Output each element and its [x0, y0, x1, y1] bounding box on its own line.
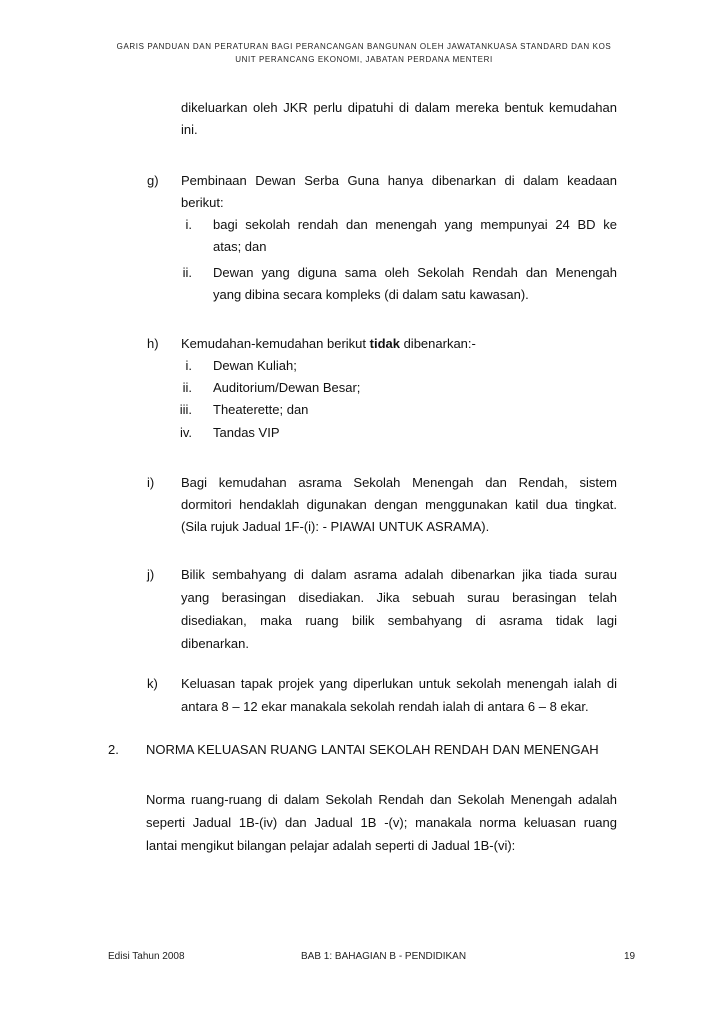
item-g-sub1-num: i.	[185, 217, 192, 232]
item-h-text-after: dibenarkan:-	[399, 336, 476, 351]
item-g-sub1-line2: atas; dan	[213, 239, 267, 254]
item-h-text-bold: tidak	[369, 336, 400, 351]
item-i-label: i)	[147, 475, 155, 490]
section-2-title: NORMA KELUASAN RUANG LANTAI SEKOLAH RENDAH DAN MENENGAH	[146, 742, 599, 757]
item-g-sub2-line1: Dewan yang diguna sama oleh Sekolah Rendah dan Menengah	[213, 265, 617, 280]
item-k-line2: antara 8 – 12 ekar manakala sekolah rendah ialah di antara 6 – 8 ekar.	[181, 699, 589, 714]
item-i-line2: dormitori hendaklah digunakan dengan menggunakan katil dua tingkat.	[181, 497, 617, 512]
item-j-line4: dibenarkan.	[181, 636, 249, 651]
item-i-line1: Bagi kemudahan asrama Sekolah Menengah dan Rendah, sistem	[181, 475, 617, 490]
item-g-sub2-num: ii.	[182, 265, 192, 280]
item-h-sub1-text: Dewan Kuliah;	[213, 358, 297, 373]
item-h-label: h)	[147, 336, 159, 351]
item-j-line3: disediakan, maka ruang bilik sembahyang di asrama tidak lagi	[181, 613, 617, 628]
section-2-line2: seperti Jadual 1B-(iv) dan Jadual 1B -(v); manakala norma keluasan ruang	[146, 815, 617, 830]
item-g-label: g)	[147, 173, 159, 188]
section-2-line3: lantai mengikut bilangan pelajar adalah seperti di Jadual 1B-(vi):	[146, 838, 516, 853]
item-h-sub4-num: iv.	[179, 425, 192, 440]
item-h-sub4-text: Tandas VIP	[213, 425, 280, 440]
item-g-sub2-line2: yang dibina secara kompleks (di dalam satu kawasan).	[213, 287, 529, 302]
intro-line1: dikeluarkan oleh JKR perlu dipatuhi di dalam mereka bentuk kemudahan	[181, 100, 617, 115]
item-h-sub2-num: ii.	[182, 380, 192, 395]
item-k-line1: Keluasan tapak projek yang diperlukan untuk sekolah menengah ialah di	[181, 676, 617, 691]
item-i-line3: (Sila rujuk Jadual 1F-(i): - PIAWAI UNTUK ASRAMA).	[181, 519, 490, 534]
footer-edition: Edisi Tahun 2008	[108, 951, 185, 962]
item-j-line1: Bilik sembahyang di dalam asrama adalah dibenarkan jika tiada surau	[181, 567, 617, 582]
section-2-line1: Norma ruang-ruang di dalam Sekolah Rendah dan Sekolah Menengah adalah	[146, 792, 617, 807]
item-h-sub3-text: Theaterette; dan	[213, 402, 309, 417]
item-h-text-before: Kemudahan-kemudahan berikut	[181, 336, 370, 351]
item-h-sub1-num: i.	[185, 358, 192, 373]
running-header-line2: UNIT PERANCANG EKONOMI, JABATAN PERDANA MENTERI	[235, 55, 493, 64]
footer-chapter: BAB 1: BAHAGIAN B - PENDIDIKAN	[301, 951, 467, 962]
item-h-sub2-text: Auditorium/Dewan Besar;	[213, 380, 361, 395]
item-h-sub3-num: iii.	[179, 402, 192, 417]
section-2-number: 2.	[108, 742, 119, 757]
page-number: 19	[624, 951, 636, 962]
item-h-text	[181, 333, 476, 355]
intro-line2: ini.	[181, 122, 198, 137]
item-k-label: k)	[147, 676, 158, 691]
item-g-line1: Pembinaan Dewan Serba Guna hanya dibenarkan di dalam keadaan	[181, 173, 617, 188]
running-header-line1: GARIS PANDUAN DAN PERATURAN BAGI PERANCANGAN BANGUNAN OLEH JAWATANKUASA STANDARD DAN KOS	[116, 42, 612, 51]
item-j-label: j)	[147, 567, 155, 582]
item-g-line2: berikut:	[181, 195, 224, 210]
item-j-line2: yang berasingan disediakan. Jika sebuah surau berasingan telah	[181, 590, 617, 605]
item-g-sub1-line1: bagi sekolah rendah dan menengah yang mempunyai 24 BD ke	[213, 217, 617, 232]
